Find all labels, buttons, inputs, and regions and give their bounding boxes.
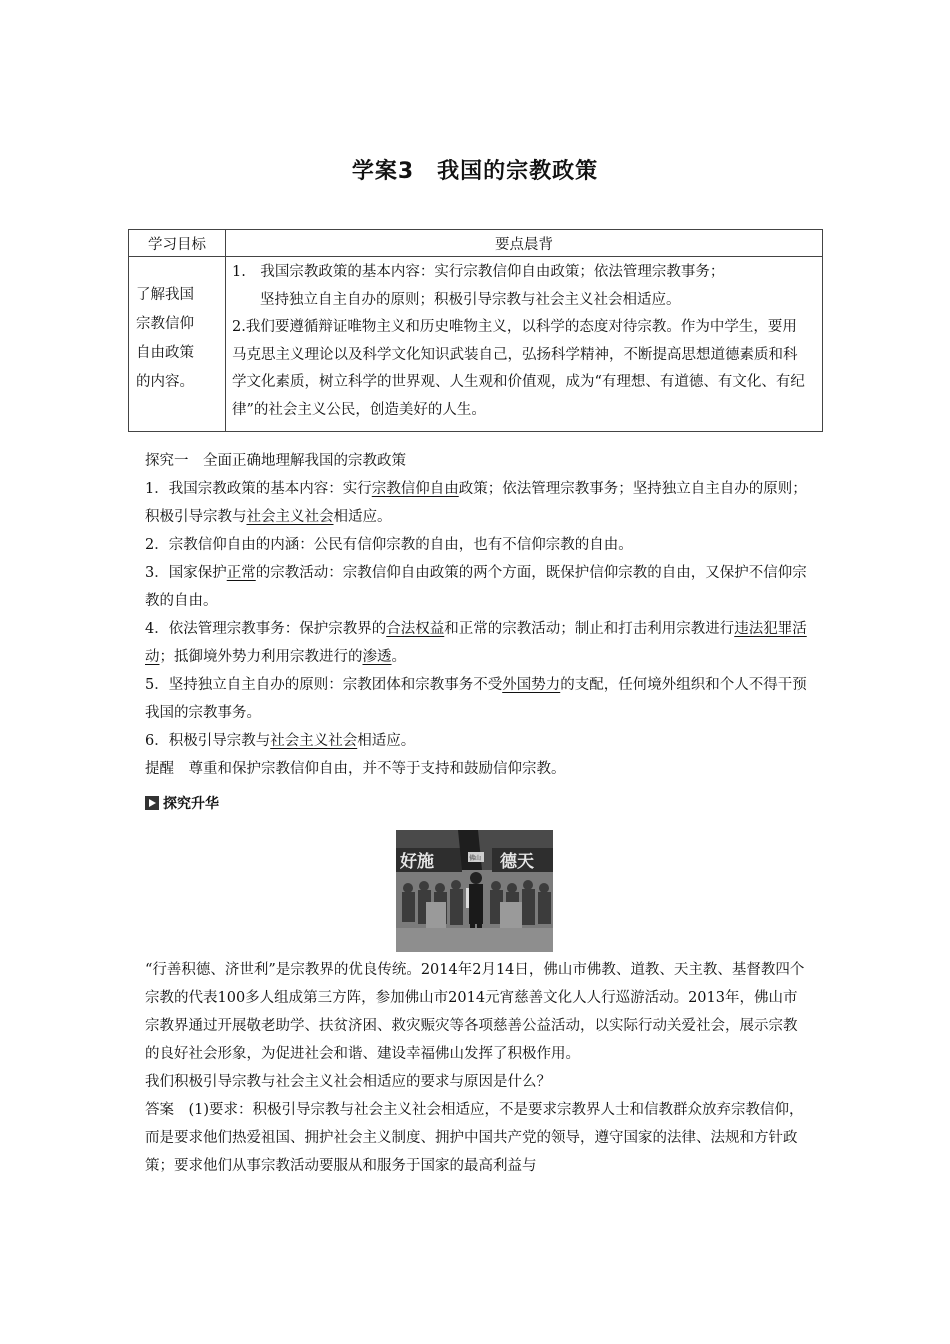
explore-heading: 探究一 全面正确地理解我国的宗教政策 [145,453,406,469]
banner-text-left: 好施 [400,852,434,872]
play-triangle-icon [145,796,159,810]
explore-item-1: 1．我国宗教政策的基本内容：实行宗教信仰自由政策；依法管理宗教事务；坚持独立自主自办的原则；积极引导宗教与社会主义社会相适应。 [145,481,807,525]
table-row [129,257,823,432]
explore-item-6: 6．积极引导宗教与社会主义社会相适应。 [145,733,416,749]
procession-photo-graphic [396,830,553,952]
points-cell [226,257,823,432]
procession-photo [396,830,553,952]
goal-line: 宗教信仰 [136,316,194,332]
question: 我们积极引导宗教与社会主义社会相适应的要求与原因是什么？ [145,1074,551,1090]
reminder: 提醒 尊重和保护宗教信仰自由，并不等于支持和鼓励信仰宗教。 [145,761,566,777]
page-title: 学案3 我国的宗教政策 [351,159,599,184]
case-paragraph: “行善积德、济世利”是宗教界的优良传统。2014年2月14日，佛山市佛教、道教、天主教、基督教四个宗教的代表100多人组成第三方阵，参加佛山市2014元宵慈善文化人人行巡游活动。2013年，佛山市宗教界通过开展敬老助学、扶贫济困、救灾赈灾等各项慈善公益活动，以实际行动关爱社会，展示宗教的良好社会形象，为促进社会和谐、建设幸福佛山发挥了积极作用。 [145,962,805,1062]
goal-line: 了解我国 [136,287,194,303]
explore-item-2: 2．宗教信仰自由的内涵：公民有信仰宗教的自由，也有不信仰宗教的自由。 [145,537,633,553]
key-point-2: 2.我们要遵循辩证唯物主义和历史唯物主义，以科学的态度对待宗教。作为中学生，要用马克思主义理论以及科学文化知识武装自己，弘扬科学精神，不断提高思想道德素质和科学文化素质，树立科学的世界观、人生观和价值观，成为“有理想、有道德、有文化、有纪律”的社会主义公民，创造美好的人生。 [232,319,805,418]
goal-line: 的内容。 [136,374,194,390]
explore-section [145,447,810,783]
key-point-1: 1. 我国宗教政策的基本内容：实行宗教信仰自由政策；依法管理宗教事务； 坚持独立自主自办的原则；积极引导宗教与社会主义社会相适应。 [232,264,725,308]
table-header-row [129,230,823,257]
goal-line: 自由政策 [136,345,194,361]
answer: 答案 (1)要求：积极引导宗教与社会主义社会相适应，不是要求宗教界人士和信教群众放弃宗教信仰，而是要求他们热爱祖国、拥护社会主义制度、拥护中国共产党的领导，遵守国家的法律、法规和方针政策；要求他们从事宗教活动要服从和服务于国家的最高利益与 [145,1102,804,1174]
explore-item-4: 4．依法管理宗教事务：保护宗教界的合法权益和正常的宗教活动；制止和打击利用宗教进行违法犯罪活动；抵御境外势力利用宗教进行的渗透。 [145,621,807,665]
header-learning-goals: 学习目标 [129,230,226,257]
case-section [145,956,810,1180]
sign-text: 佛山 [469,855,482,862]
learning-goals-table [128,229,823,432]
banner-text-right: 德天 [500,852,534,872]
goal-cell [129,257,226,432]
header-key-points: 要点晨背 [226,230,823,257]
explore-item-5: 5．坚持独立自主自办的原则：宗教团体和宗教事务不受外国势力的支配，任何境外组织和个人不得干预我国的宗教事务。 [145,677,807,721]
upgrade-heading: 探究升华 [145,793,219,813]
explore-item-3: 3．国家保护正常的宗教活动：宗教信仰自由政策的两个方面，既保护信仰宗教的自由，又保护不信仰宗教的自由。 [145,565,807,609]
